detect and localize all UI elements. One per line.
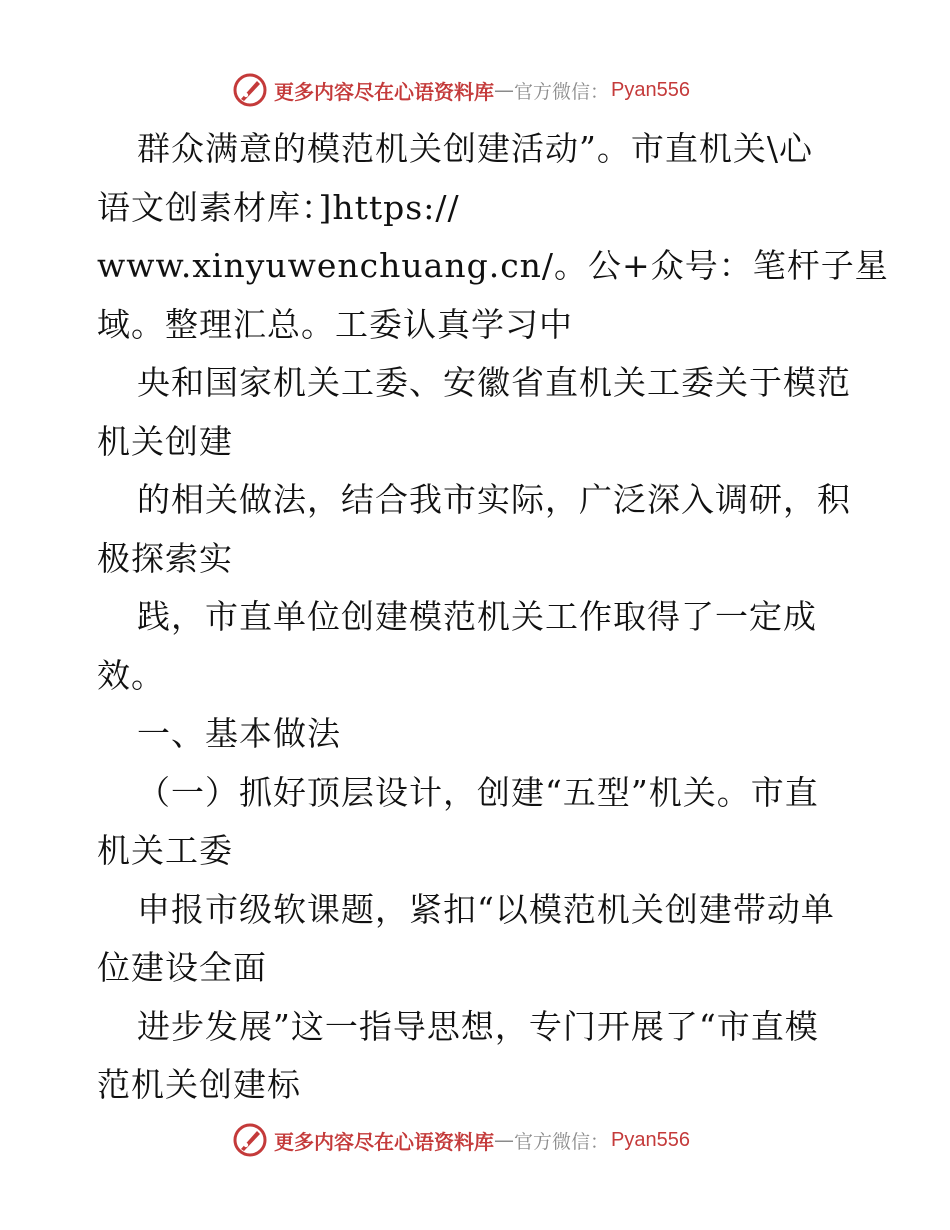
watermark-id: Pyan556 — [611, 1128, 690, 1151]
text-line: 效。 — [97, 655, 165, 695]
watermark-subtitle: 官方微信： — [514, 80, 610, 103]
header-watermark — [232, 70, 690, 110]
text-line: 语文创素材库：]https:// — [97, 187, 460, 227]
watermark-separator: — — [494, 78, 514, 102]
text-line: 域。整理汇总。工委认真学习中 — [97, 304, 573, 344]
text-line: www.xinyuwenchuang.cn/。公+众号：笔杆子星 — [97, 246, 889, 285]
text-line: 位建设全面 — [97, 948, 267, 987]
text-line: 践，市直单位创建模范机关工作取得了一定成 — [137, 597, 817, 636]
footer-watermark — [232, 1120, 690, 1160]
watermark-subtitle: 官方微信： — [514, 1130, 610, 1153]
text-line: 央和国家机关工委、安徽省直机关工委关于模范 — [137, 363, 851, 402]
watermark-title: 更多内容尽在心语资料库 — [274, 1129, 494, 1154]
text-line: 的相关做法，结合我市实际，广泛深入调研，积 — [137, 480, 851, 519]
document-body — [97, 120, 889, 1115]
watermark-id: Pyan556 — [611, 78, 690, 101]
text-line: 机关工委 — [97, 831, 233, 870]
quill-seal-icon — [232, 72, 268, 108]
section-heading: 一、基本做法 — [137, 714, 341, 753]
text-line: 机关创建 — [97, 421, 233, 461]
text-line: （一）抓好顶层设计，创建“五型”机关。市直 — [137, 772, 819, 812]
quill-seal-icon — [232, 1122, 268, 1158]
watermark-title: 更多内容尽在心语资料库 — [274, 79, 494, 104]
watermark-separator: — — [494, 1128, 514, 1152]
text-line: 范机关创建标 — [97, 1065, 301, 1104]
text-line: 极探索实 — [97, 538, 233, 578]
text-line: 群众满意的模范机关创建活动”。市直机关\心 — [137, 129, 813, 168]
text-line: 进步发展”这一指导思想，专门开展了“市直模 — [137, 1006, 819, 1046]
text-line: 申报市级软课题，紧扣“以模范机关创建带动单 — [137, 889, 835, 929]
